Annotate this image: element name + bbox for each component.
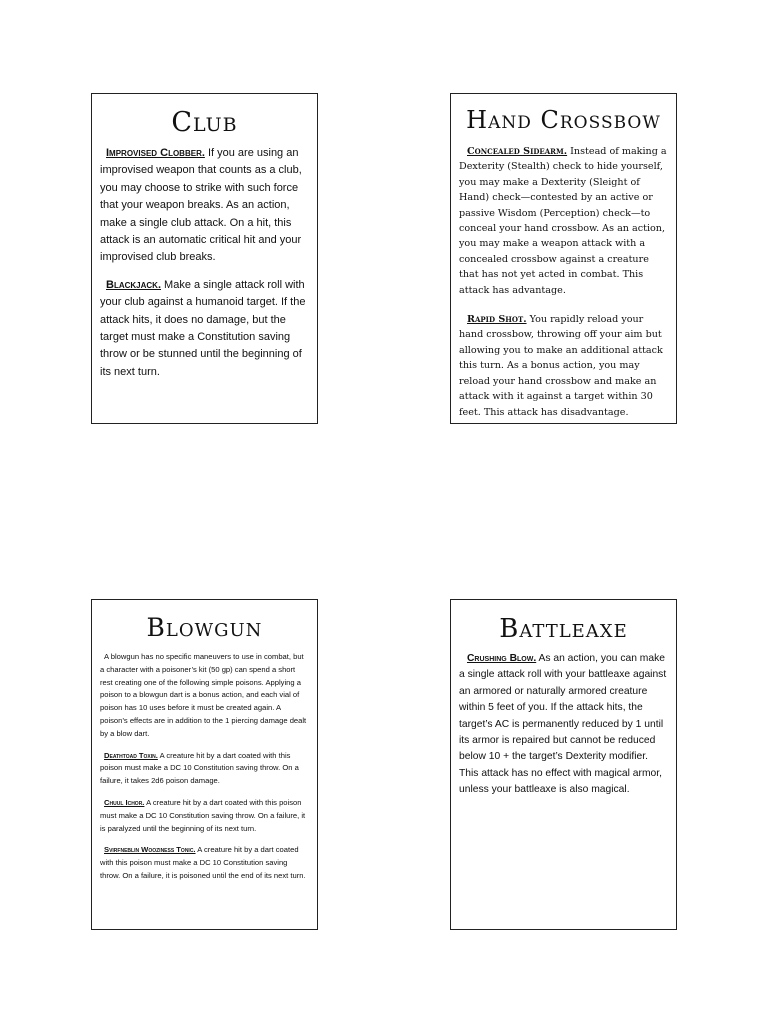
entry-name: Deathtoad Toxin.	[104, 750, 158, 760]
entry-name: Blackjack.	[106, 278, 161, 291]
entry-improvised-clobber	[100, 145, 311, 267]
entry-name: Chuul Ichor.	[104, 797, 145, 807]
entry-chuul-ichor	[100, 797, 309, 835]
entry-concealed-sidearm	[459, 144, 670, 298]
entry-text: As an action, you can make a single attack roll with your battleaxe against an armored or naturally armored creature within 5 feet of you. If the attack hits, the target’s AC is permanently reduced by 1 until its armor is repaired but cannot be reduced below 10 + the target’s Dexterity modifier. This attack has no effect with magical armor, unless your battleaxe is also magical.	[459, 653, 667, 796]
card-battleaxe	[450, 599, 677, 930]
card-body	[459, 651, 670, 799]
card-body	[100, 651, 309, 883]
entry-text: Instead of making a Dexterity (Stealth) check to hide yourself, you may make a Dexterity (Sleight of Hand) check—contested by an active or passive Wisdom (Perception) check—to conceal your hand crossbow. As an action, you may make a weapon attack with a concealed crossbow against a creature that has not yet acted in combat. This attack has advantage.	[459, 146, 667, 296]
entry-text: You rapidly reload your hand crossbow, throwing off your aim but allowing you to make an additional attack this turn. As a bonus action, you may reload your hand crossbow and make an attack with it against a target within 30 feet. This attack has disadvantage.	[459, 314, 663, 418]
entry-text: A creature hit by a dart coated with this poison must make a DC 10 Constitution saving throw. On a failure, it is poisoned until the end of its next turn.	[100, 845, 306, 880]
entry-text: A creature hit by a dart coated with this poison must make a DC 10 Constitution saving throw. On a failure, it takes 2d6 poison damage.	[100, 750, 299, 786]
entry-name: Crushing Blow.	[467, 653, 537, 664]
card-hand-crossbow	[450, 93, 677, 424]
entry-crushing-blow	[459, 651, 670, 799]
entry-name: Rapid Shot.	[467, 314, 527, 326]
card-club	[91, 93, 318, 424]
card-title: Battleaxe	[499, 614, 628, 644]
card-title: Blowgun	[146, 613, 263, 642]
card-title: Club	[171, 107, 238, 138]
entry-text: If you are using an improvised weapon that counts as a club, you may choose to strike with such force that your weapon breaks. As an action, make a single club attack. On a hit, this attack is an automatic critical hit and your improvised club breaks.	[100, 147, 302, 264]
entry-intro: A blowgun has no specific maneuvers to use in combat, but a character with a poisoner’s kit (50 gp) can spend a short rest creating one of the following simple poisons. Applying a poison to a blowgun dart is a bonus action, and each vial of poison has 10 uses before it must be created again. A poison’s effects are in addition to the 1 piercing damage dealt by a blow dart.	[100, 652, 307, 738]
entry-name: Svirfneblin Wooziness Tonic.	[104, 845, 196, 855]
entry-name: Improvised Clobber.	[106, 147, 205, 159]
card-blowgun	[91, 599, 318, 930]
entry-text: Make a single attack roll with your club against a humanoid target. If the attack hits, it does no damage, but the target must make a Constitution saving throw or be stunned until the beginning of its next turn.	[100, 278, 306, 378]
card-body	[459, 144, 670, 420]
entry-blackjack	[100, 277, 311, 381]
card-title: Hand Crossbow	[466, 106, 661, 134]
card-body	[100, 145, 311, 381]
entry-deathtoad-toxin	[100, 750, 309, 788]
entry-text: A creature hit by a dart coated with this poison must make a DC 10 Constitution saving throw. On a failure, it is paralyzed until the beginning of its next turn.	[100, 797, 306, 833]
entry-svirfneblin-wooziness-tonic	[100, 844, 309, 882]
entry-name: Concealed Sidearm.	[467, 146, 568, 157]
entry-rapid-shot	[459, 312, 670, 420]
